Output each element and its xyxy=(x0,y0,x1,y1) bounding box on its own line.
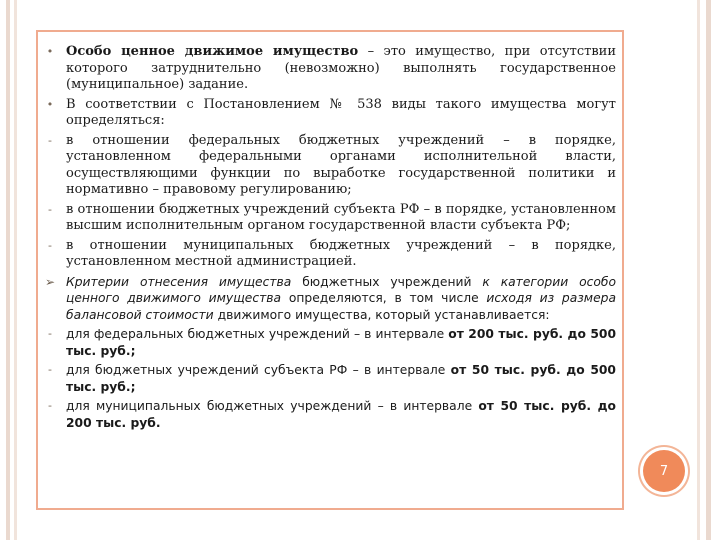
bullet-dot-icon xyxy=(44,97,56,114)
list-item-municipal-interval xyxy=(44,398,616,431)
list-item-criteria xyxy=(44,274,616,324)
federal-interval-range: от 200 тыс. руб. до 500 тыс. руб.; xyxy=(66,327,617,358)
federal-order-text: в отношении федеральных бюджетных учреждений – в порядке, установленном федеральными органами исполнительной власти, осуществляющими функции по выработке государственной политики и нормативно – правовому регулированию; xyxy=(66,132,616,197)
definition-term: Особо ценное движимое имущество xyxy=(66,44,359,59)
left-decor-stripe-thin xyxy=(14,0,17,540)
municipal-order-text: в отношении муниципальных бюджетных учреждений – в порядке, установленном местной администрацией. xyxy=(66,237,616,269)
left-decor-stripe xyxy=(6,0,10,540)
criteria-text-1: бюджетных учреждений xyxy=(291,274,483,289)
dash-marker-icon xyxy=(44,238,56,255)
criteria-italic-2: к категории особо ценного движимого имущества xyxy=(66,274,617,305)
right-decor-stripe xyxy=(706,0,711,540)
dash-marker-icon xyxy=(44,326,56,343)
dash-marker-icon xyxy=(44,133,56,150)
list-item-federal-order xyxy=(44,133,616,199)
dash-marker-icon xyxy=(44,202,56,219)
list-item-municipal-order xyxy=(44,238,616,271)
dash-marker-icon xyxy=(44,362,56,379)
federal-interval-text: для федеральных бюджетных учреждений – в интервале xyxy=(66,327,449,341)
page-number-badge: 7 xyxy=(643,450,685,492)
subject-order-text: в отношении бюджетных учреждений субъекта РФ – в порядке, установленном высшим исполнительным органом государственной власти субъекта РФ; xyxy=(66,201,616,233)
resolution-text: В соответствии с Постановлением № 538 виды такого имущества могут определяться: xyxy=(66,96,616,128)
criteria-italic-1: Критерии отнесения имущества xyxy=(66,274,292,289)
list-item-federal-interval xyxy=(44,326,616,359)
right-decor-stripe-thin xyxy=(697,0,700,540)
criteria-text-2: определяются, в том числе xyxy=(281,291,487,305)
subject-interval-text: для бюджетных учреждений субъекта РФ – в интервале xyxy=(66,363,451,377)
list-item-subject-order xyxy=(44,202,616,235)
list-item-subject-interval xyxy=(44,362,616,395)
slide-body xyxy=(44,44,616,434)
list-item-resolution xyxy=(44,97,616,130)
criteria-italic-3: исходя из размера балансовой стоимости xyxy=(66,291,616,322)
municipal-interval-text: для муниципальных бюджетных учреждений – в интервале xyxy=(66,399,479,413)
definition-text: – это имущество, при отсутствии которого затруднительно (невозможно) выполнять государственное (муниципальное) задание. xyxy=(66,44,616,92)
criteria-text-3: движимого имущества, который устанавливается: xyxy=(213,307,550,322)
subject-interval-range: от 50 тыс. руб. до 500 тыс. руб.; xyxy=(66,363,616,394)
municipal-interval-range: от 50 тыс. руб. до 200 тыс. руб. xyxy=(66,399,616,430)
arrow-bullet-icon xyxy=(44,274,56,292)
bullet-dot-icon xyxy=(44,44,56,61)
dash-marker-icon xyxy=(44,398,56,415)
list-item-definition xyxy=(44,44,616,94)
